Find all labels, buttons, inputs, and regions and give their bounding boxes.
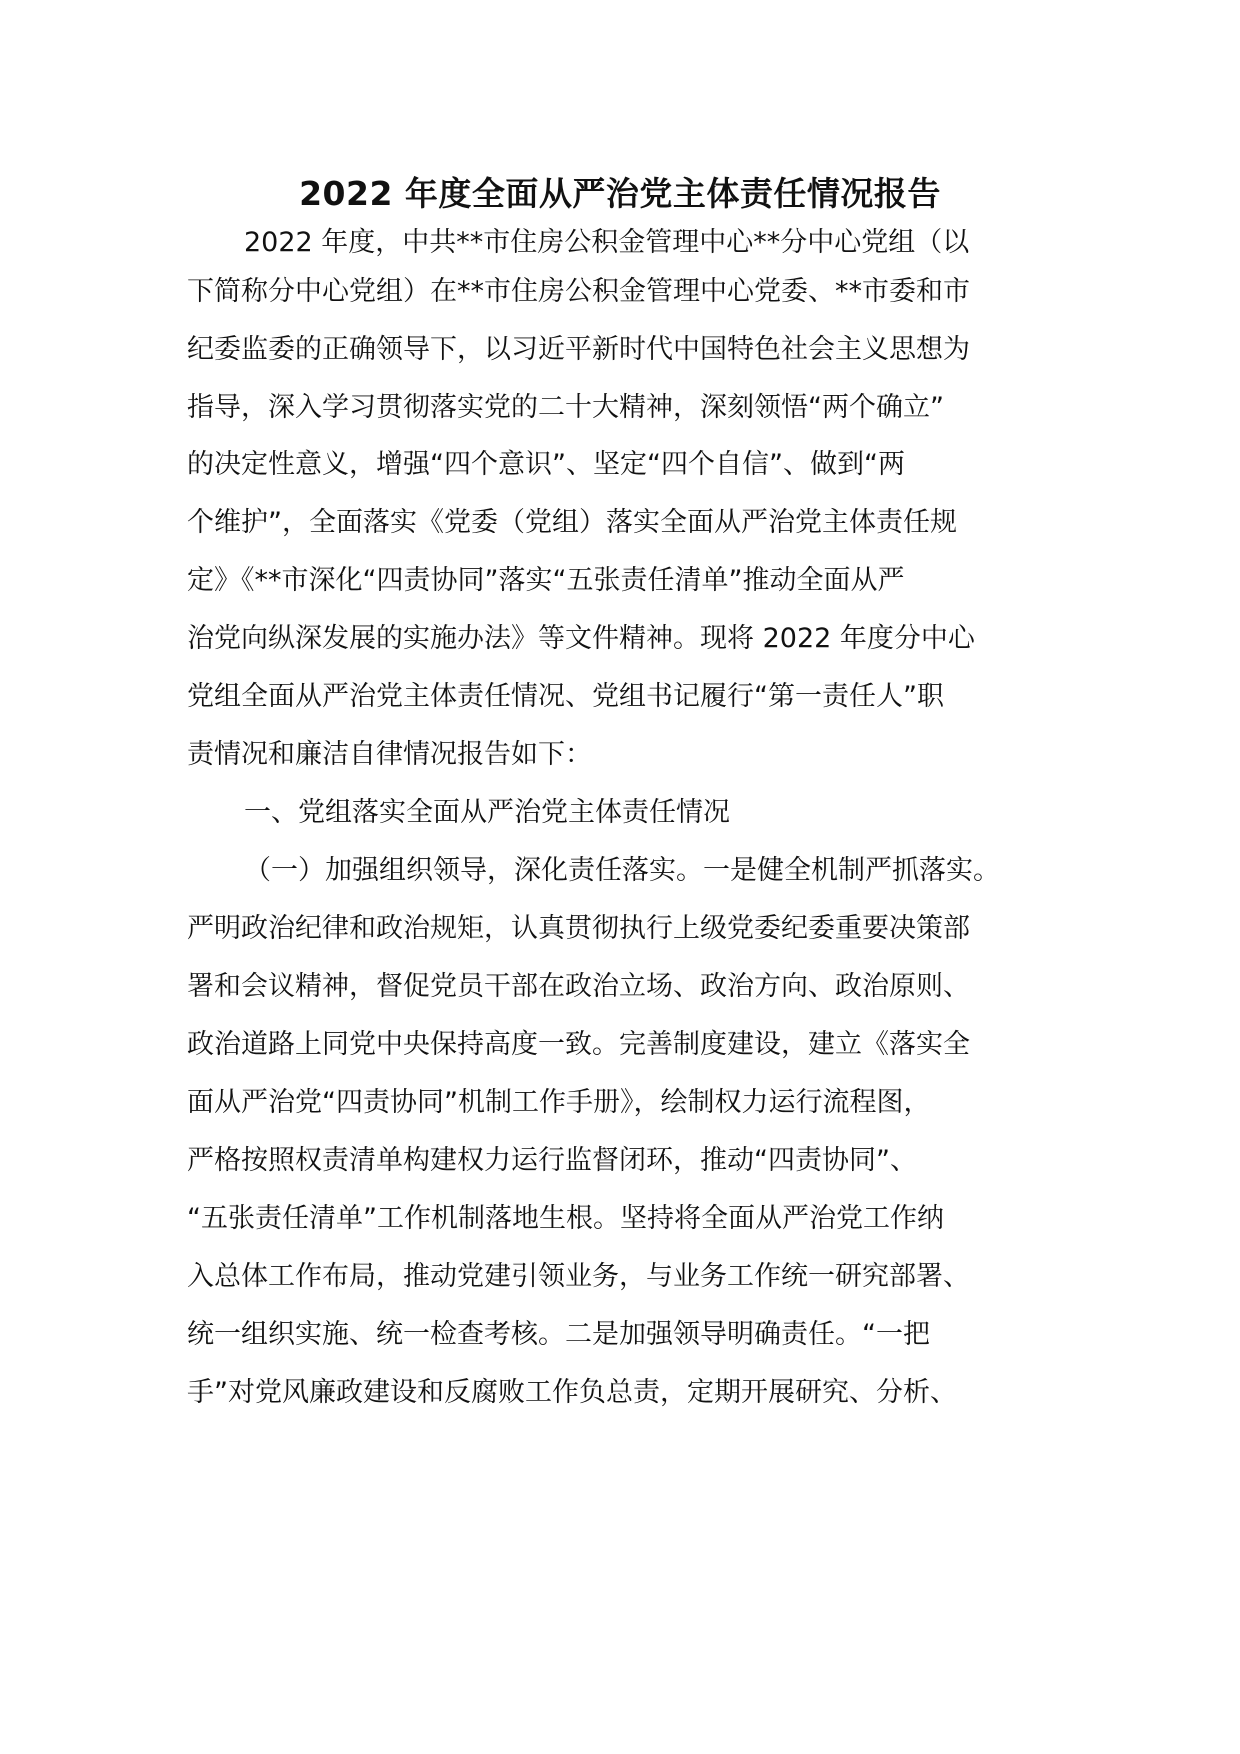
paragraph-line: 署和会议精神，督促党员干部在政治立场、政治方向、政治原则、 [187,971,970,1002]
paragraph-line: 严明政治纪律和政治规矩，认真贯彻执行上级党委纪委重要决策部 [187,913,970,944]
paragraph-line: 定》《**市深化“四责协同”落实“五张责任清单”推动全面从严 [187,565,905,596]
paragraph-line: 党组全面从严治党主体责任情况、党组书记履行“第一责任人”职 [187,681,944,712]
paragraph-line: 下简称分中心党组）在**市住房公积金管理中心党委、**市委和市 [187,276,970,307]
paragraph-line: 手”对党风廉政建设和反腐败工作负总责，定期开展研究、分析、 [187,1377,957,1408]
paragraph-line: 面从严治党“四责协同”机制工作手册》，绘制权力运行流程图， [187,1087,931,1118]
paragraph-line: 统一组织实施、统一检查考核。二是加强领导明确责任。“一把 [187,1319,930,1350]
paragraph-line: 责情况和廉洁自律情况报告如下： [187,739,592,770]
paragraph-line: 指导，深入学习贯彻落实党的二十大精神，深刻领悟“两个确立” [187,392,944,423]
paragraph-line: 2022 年度，中共**市住房公积金管理中心**分中心党组（以 [244,227,970,258]
paragraph-line: 政治道路上同党中央保持高度一致。完善制度建设，建立《落实全 [187,1029,970,1060]
paragraph-line: 严格按照权责清单构建权力运行监督闭环，推动“四责协同”、 [187,1145,917,1176]
subsection-heading: （一）加强组织领导，深化责任落实。一是健全机制严抓落实。 [244,855,1000,886]
document-title: 2022 年度全面从严治党主体责任情况报告 [299,174,941,213]
paragraph-line: 入总体工作布局，推动党建引领业务，与业务工作统一研究部署、 [187,1261,970,1292]
paragraph-line: 纪委监委的正确领导下，以习近平新时代中国特色社会主义思想为 [187,334,970,365]
paragraph-line: 个维护”，全面落实《党委（党组）落实全面从严治党主体责任规 [187,507,957,538]
section-heading: 一、党组落实全面从严治党主体责任情况 [244,797,730,828]
paragraph-line: 治党向纵深发展的实施办法》等文件精神。现将 2022 年度分中心 [187,623,975,654]
paragraph-line: 的决定性意义，增强“四个意识”、坚定“四个自信”、做到“两 [187,449,905,480]
paragraph-line: “五张责任清单”工作机制落地生根。坚持将全面从严治党工作纳 [187,1203,944,1234]
